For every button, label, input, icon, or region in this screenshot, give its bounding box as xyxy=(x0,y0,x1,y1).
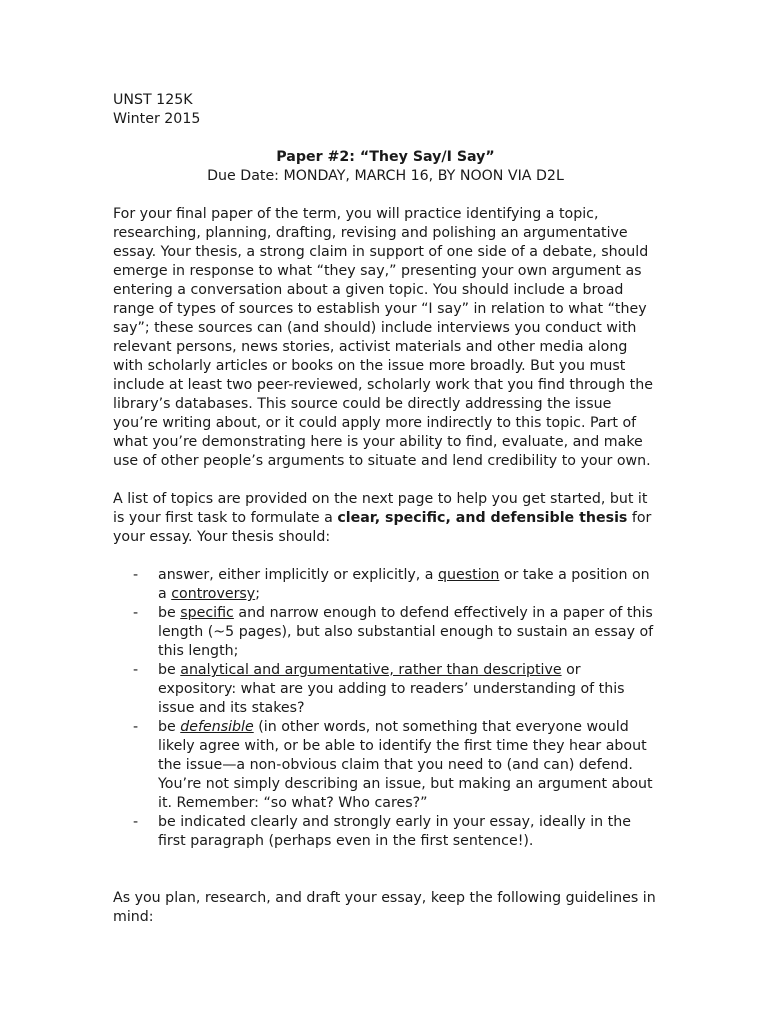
underlined-term-controversy: controversy xyxy=(171,586,256,602)
thesis-emphasis: clear, specific, and defensible thesis xyxy=(337,510,628,526)
bullet-text: ; xyxy=(255,586,260,602)
bullet-text: be indicated clearly and strongly early in your essay, ideally in the first paragraph (perhaps even in the first sentence!). xyxy=(158,814,631,849)
underlined-term-defensible: defensible xyxy=(180,719,254,735)
document-page xyxy=(113,91,658,927)
bullet-text: answer, either implicitly or explicitly, a xyxy=(158,567,439,583)
closing-paragraph: As you plan, research, and draft your essay, keep the following guidelines in mind: xyxy=(113,890,656,925)
thesis-text-before: A list of topics are provided on the next page to help you get started, but it is your first task to formulate a xyxy=(113,491,648,526)
paper-title: Paper #2: “They Say/I Say” xyxy=(276,149,495,165)
bullet-dash: - xyxy=(133,814,139,830)
intro-paragraph: For your final paper of the term, you will practice identifying a topic, researching, planning, drafting, revising and polishing an argumentative essay. Your thesis, a strong claim in support of one side of a debate, should emerge in response to what “they say,” presenting your own argument as entering a conversation about a given topic. You should include a broad range of types of sources to establish your “I say” in relation to what “they say”; these sources can (and should) include interviews you conduct with relevant persons, news stories, activist materials and other media along with scholarly articles or books on the issue more broadly. But you must include at least two peer-reviewed, scholarly work that you find through the library’s databases. This source could be directly addressing the issue you’re writing about, or it could apply more indirectly to this topic. Part of what you’re demonstrating here is your ability to find, evaluate, and make use of other people’s arguments to situate and lend credibility to your own. xyxy=(113,206,653,469)
bullet-dash: - xyxy=(133,605,139,621)
due-date: Due Date: MONDAY, MARCH 16, BY NOON VIA D2L xyxy=(207,168,564,184)
list-item xyxy=(113,604,658,661)
bullet-dash: - xyxy=(133,662,139,678)
bullet-text: be xyxy=(158,662,181,678)
underlined-term-analytical: analytical and argumentative, rather than descriptive xyxy=(180,662,562,678)
list-item xyxy=(113,813,658,851)
thesis-paragraph xyxy=(113,490,658,547)
list-item xyxy=(113,566,658,604)
bullet-text: or take a position on a xyxy=(158,567,650,602)
bullet-text: be xyxy=(158,605,181,621)
bullet-text: or expository: what are you adding to readers’ understanding of this issue and its stakes? xyxy=(158,662,625,716)
bullet-text: be xyxy=(158,719,181,735)
bullet-text: (in other words, not something that everyone would likely agree with, or be able to identify the first time they hear about the issue—a non-obvious claim that you need to (and can) defend. You’re not simply describing an issue, but making an argument about it. Remember: “so what? Who cares?” xyxy=(158,719,653,811)
term: Winter 2015 xyxy=(113,111,201,127)
list-item xyxy=(113,718,658,813)
underlined-term-specific: specific xyxy=(180,605,234,621)
bullet-dash: - xyxy=(133,719,139,735)
thesis-text-after: for your essay. Your thesis should: xyxy=(113,510,652,545)
bullet-dash: - xyxy=(133,567,139,583)
list-item xyxy=(113,661,658,718)
underlined-term-question: question xyxy=(438,567,500,583)
course-code: UNST 125K xyxy=(113,92,193,108)
thesis-requirements-list xyxy=(113,566,658,851)
bullet-text: and narrow enough to defend effectively in a paper of this length (~5 pages), but also substantial enough to sustain an essay of this length; xyxy=(158,605,654,659)
title-block xyxy=(113,148,658,186)
